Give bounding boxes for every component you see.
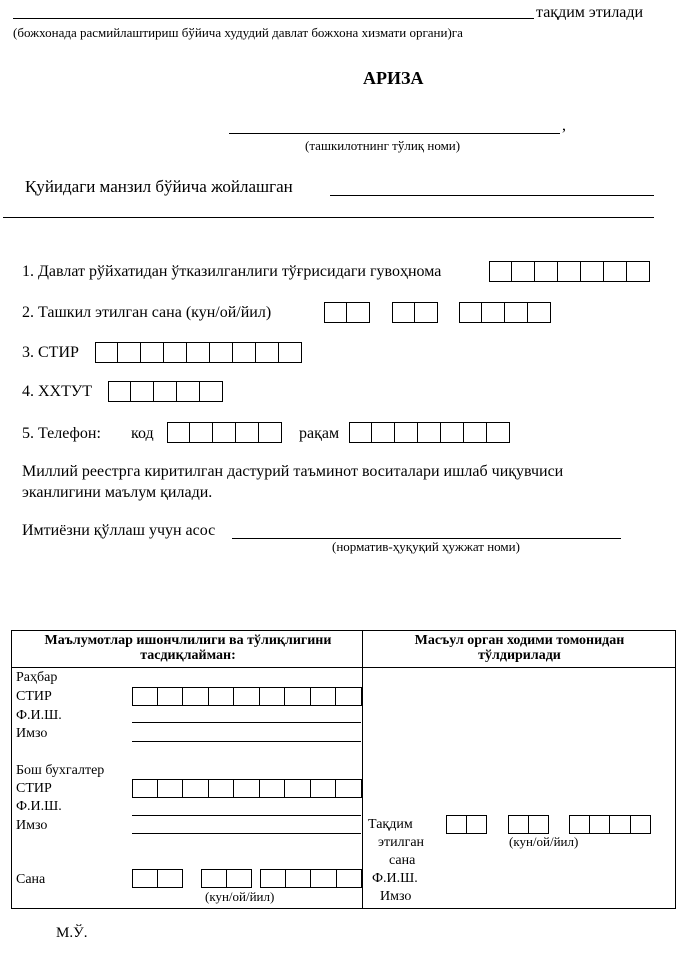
submitted-label-3: сана (389, 853, 416, 868)
confirmation-table (11, 630, 676, 909)
date-caption: (кун/ой/йил) (205, 889, 275, 904)
address-line-2[interactable] (3, 217, 654, 218)
established-year-boxes[interactable] (459, 302, 551, 323)
submitted-to-text: тақдим этилади (536, 4, 644, 21)
page-title: АРИЗА (363, 68, 424, 88)
stamp-label: М.Ў. (56, 925, 88, 941)
table-left-header: Маълумотлар ишончлилиги ва тўлиқлигини тасдиқлайман: (44, 633, 332, 663)
org-name-underline[interactable] (229, 133, 560, 134)
submitted-caption: (кун/ой/йил) (509, 834, 579, 849)
registration-label: 1. Давлат рўйхатидан ўтказилганлиги тўғрисидаги гувоҳнома (22, 263, 442, 280)
authority-caption: (божхонада расмийлаштириш бўйича худудий давлат божхона хизмати органи)га (13, 25, 463, 40)
authority-underline (13, 18, 534, 19)
phone-code-boxes[interactable] (167, 422, 282, 443)
submitted-label-1: Тақдим (368, 817, 413, 832)
established-label: 2. Ташкил этилган сана (кун/ой/йил) (22, 304, 272, 321)
accountant-label: Бош бухгалтер (16, 763, 105, 778)
head-stir-label: СТИР (16, 689, 52, 704)
accountant-fio-line[interactable] (132, 815, 361, 816)
table-divider (362, 630, 363, 909)
established-day-boxes[interactable] (324, 302, 370, 323)
okpo-label: 4. ХХТУТ (22, 383, 92, 400)
org-name-comma: , (562, 117, 566, 134)
privilege-label: Имтиёзни қўллаш учун асос (22, 522, 216, 539)
head-sign-label: Имзо (16, 726, 48, 741)
accountant-fio-label: Ф.И.Ш. (16, 799, 62, 814)
accountant-stir-label: СТИР (16, 781, 52, 796)
phone-code-label: код (131, 425, 154, 442)
head-sign-line[interactable] (132, 741, 361, 742)
date-label: Сана (16, 872, 46, 887)
submitted-year-boxes[interactable] (569, 815, 651, 834)
address-label: Қуйидаги манзил бўйича жойлашган (25, 177, 293, 196)
head-fio-line[interactable] (132, 722, 361, 723)
head-fio-label: Ф.И.Ш. (16, 708, 62, 723)
right-fio-label: Ф.И.Ш. (372, 871, 418, 886)
table-header-line (11, 667, 676, 668)
head-label: Раҳбар (16, 670, 58, 685)
privilege-caption: (норматив-ҳуқуқий ҳужжат номи) (332, 539, 520, 554)
registration-number-boxes[interactable] (489, 261, 650, 282)
date-day-boxes[interactable] (132, 869, 183, 888)
head-stir-boxes[interactable] (132, 687, 362, 706)
established-month-boxes[interactable] (392, 302, 438, 323)
date-year-boxes[interactable] (260, 869, 362, 888)
phone-label: 5. Телефон: (22, 425, 101, 442)
submitted-month-boxes[interactable] (508, 815, 549, 834)
address-line-1[interactable] (330, 195, 654, 196)
submitted-day-boxes[interactable] (446, 815, 487, 834)
right-sign-label: Имзо (380, 889, 412, 904)
okpo-boxes[interactable] (108, 381, 223, 402)
accountant-sign-label: Имзо (16, 818, 48, 833)
stir-label: 3. СТИР (22, 344, 79, 361)
accountant-stir-boxes[interactable] (132, 779, 362, 798)
phone-number-label: рақам (299, 425, 340, 442)
submitted-label-2: этилган (378, 835, 425, 850)
table-right-header: Масъул орган ходими томонидан тўлдирилади (414, 633, 625, 663)
stir-boxes[interactable] (95, 342, 302, 363)
date-month-boxes[interactable] (201, 869, 252, 888)
accountant-sign-line[interactable] (132, 833, 361, 834)
phone-number-boxes[interactable] (349, 422, 510, 443)
org-name-caption: (ташкилотнинг тўлиқ номи) (305, 138, 461, 153)
declaration-line-1: Миллий реестрга киритилган дастурий таъминот воситалари ишлаб чиқувчиси (22, 463, 564, 480)
declaration-line-2: эканлигини маълум қилади. (22, 484, 213, 501)
